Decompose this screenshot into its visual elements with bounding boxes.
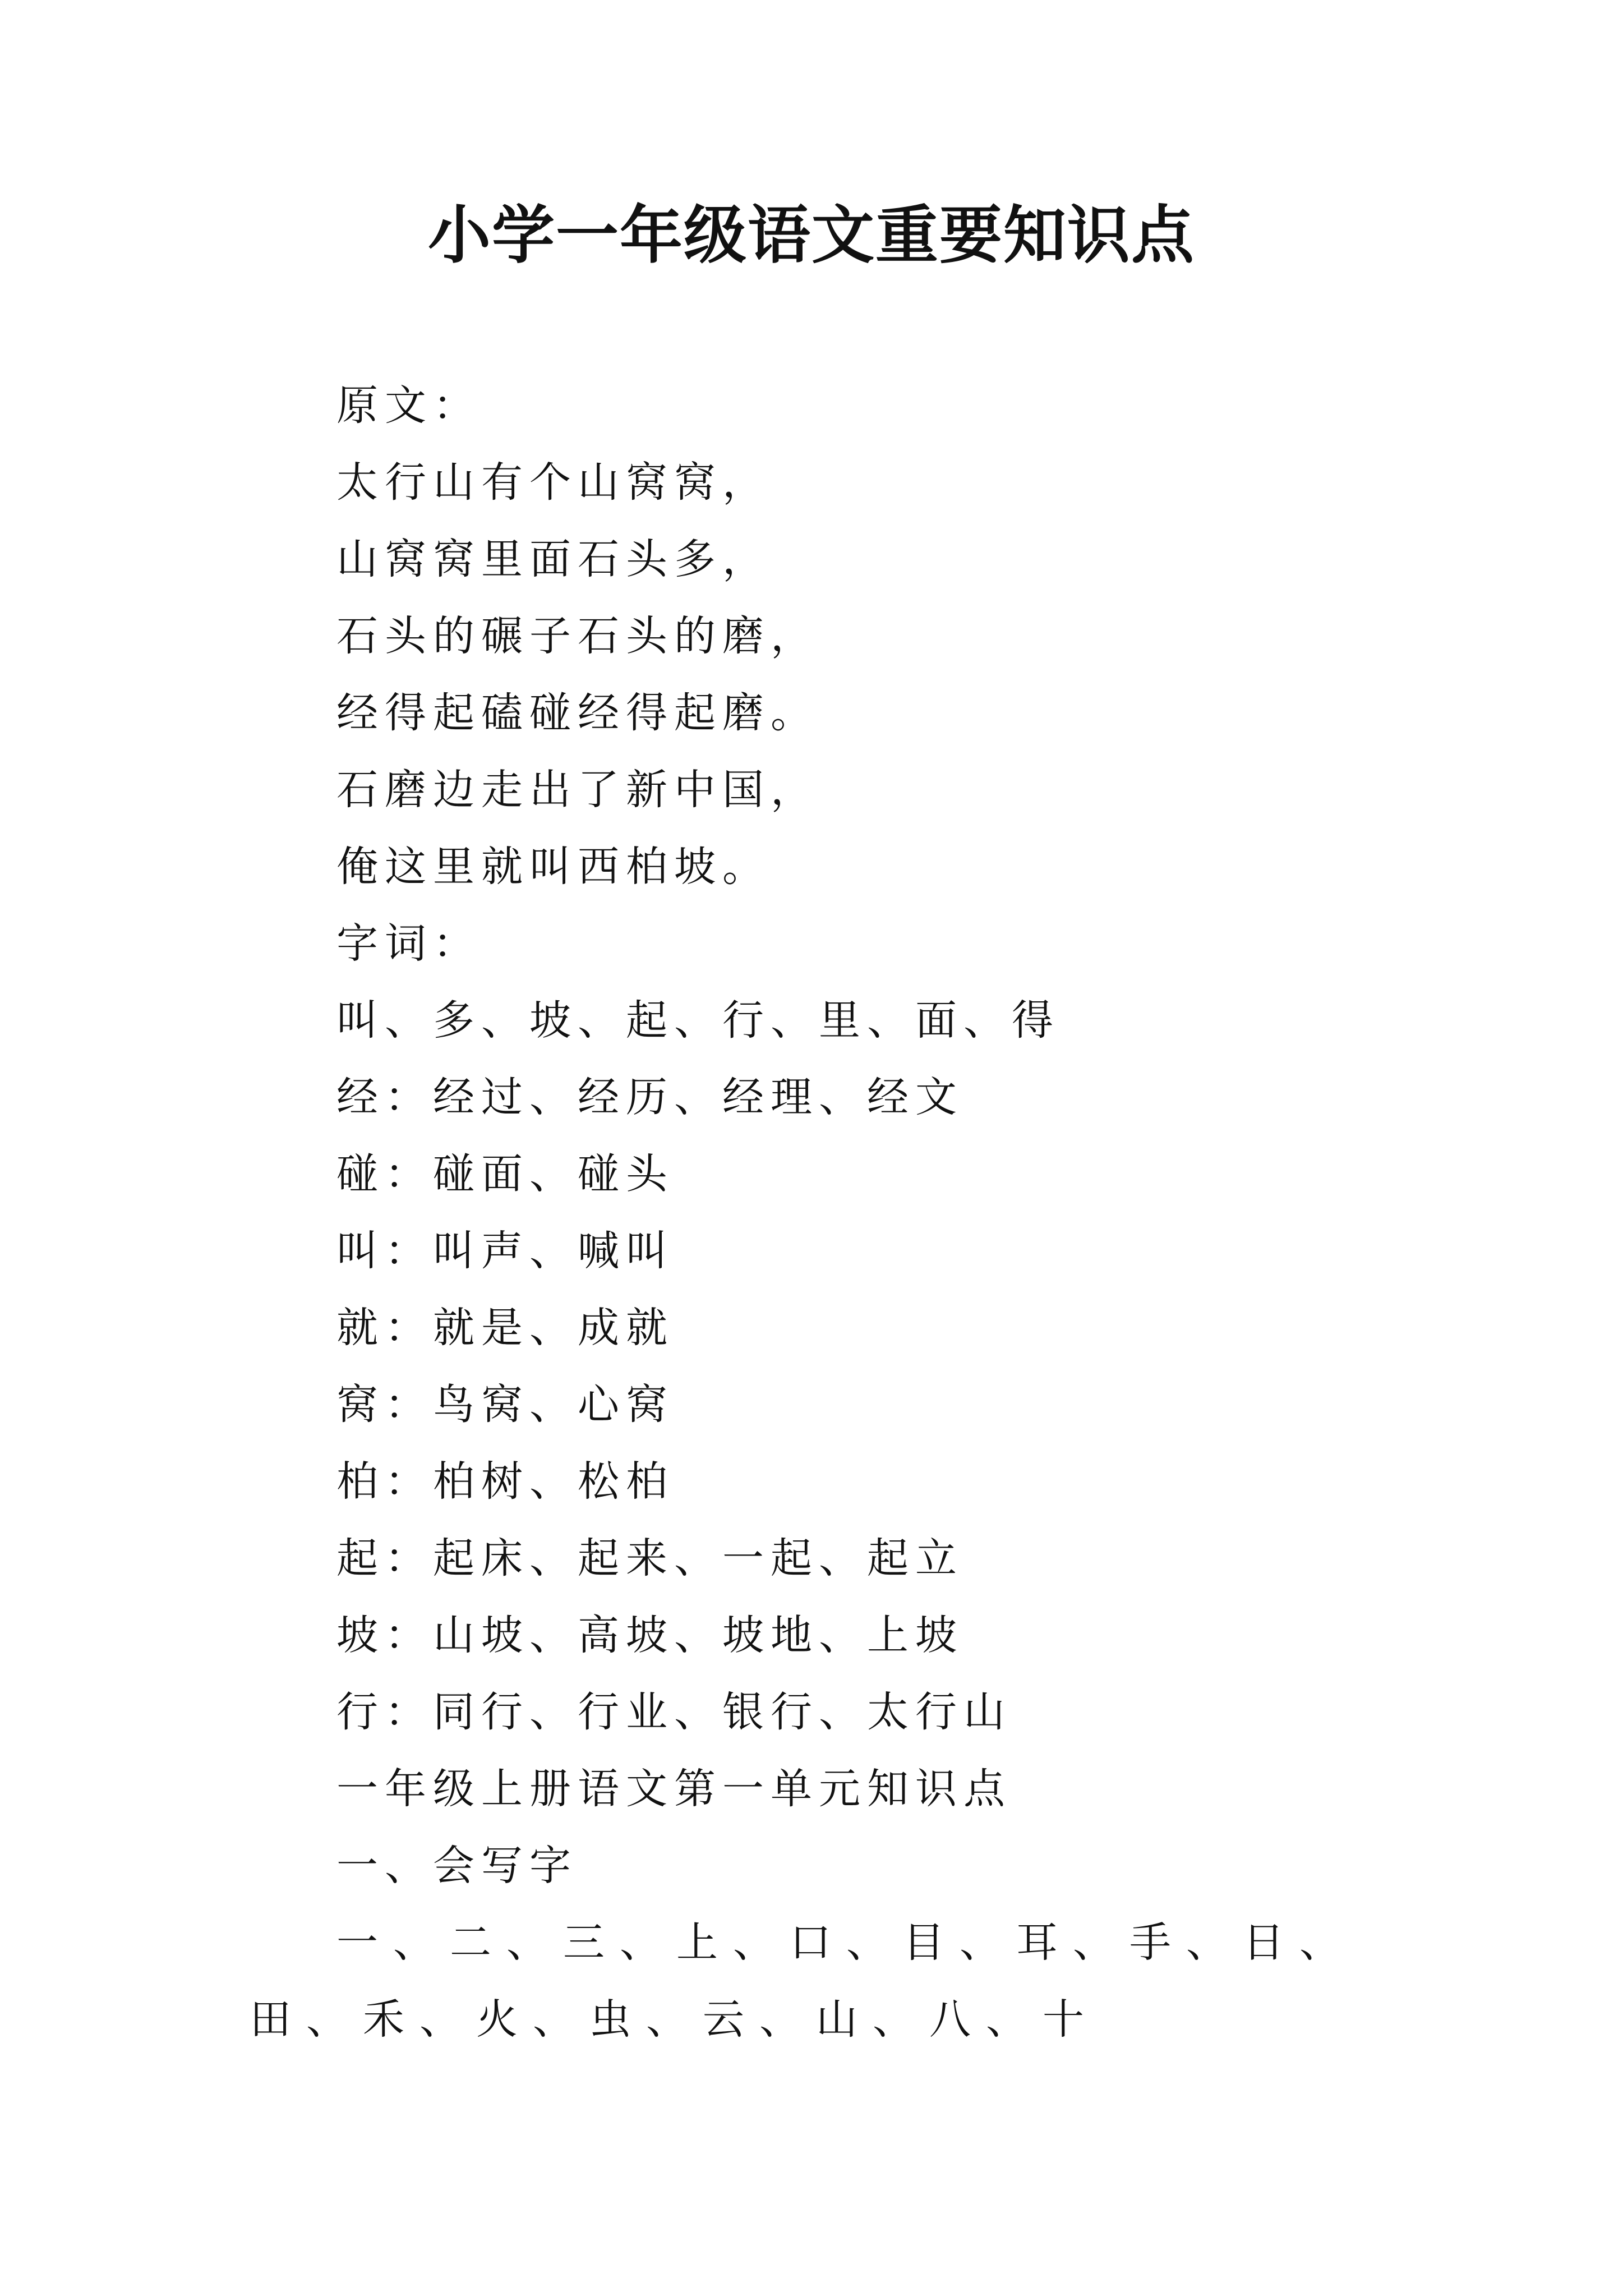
text-line: 柏：柏树、松柏 (336, 1457, 674, 1506)
text-line: 起：起床、起来、一起、起立 (336, 1534, 963, 1582)
character-list-paragraph: 一、二、三、上、口、目、耳、手、日、田、禾、火、虫、云、山、八、十 (250, 1918, 1356, 2044)
text-line: 一、会写字 (336, 1842, 578, 1890)
text-line: 经：经过、经历、经理、经文 (336, 1073, 963, 1121)
text-line: 山窝窝里面石头多， (336, 535, 771, 583)
text-line: 一年级上册语文第一单元知识点 (336, 1765, 1012, 1813)
text-line: 原文： (336, 381, 481, 430)
text-line: 窝：鸟窝、心窝 (336, 1381, 674, 1429)
text-line: 就：就是、成就 (336, 1304, 674, 1352)
page-title: 小学一年级语文重要知识点 (428, 199, 1195, 272)
text-line: 俺这里就叫西柏坡。 (336, 843, 771, 891)
text-line: 字词： (336, 919, 481, 968)
text-line: 叫：叫声、喊叫 (336, 1227, 674, 1275)
text-line: 石头的碾子石头的磨， (336, 612, 819, 660)
document-body (0, 367, 1623, 2058)
text-line: 行：同行、行业、银行、太行山 (336, 1688, 1012, 1736)
text-line: 太行山有个山窝窝， (336, 458, 771, 507)
text-line: 经得起磕碰经得起磨。 (336, 689, 819, 737)
text-line: 叫、多、坡、起、行、里、面、得 (336, 996, 1060, 1045)
text-line: 石磨边走出了新中国， (336, 766, 819, 814)
text-line: 坡：山坡、高坡、坡地、上坡 (336, 1611, 963, 1659)
text-line: 碰：碰面、碰头 (336, 1150, 674, 1198)
